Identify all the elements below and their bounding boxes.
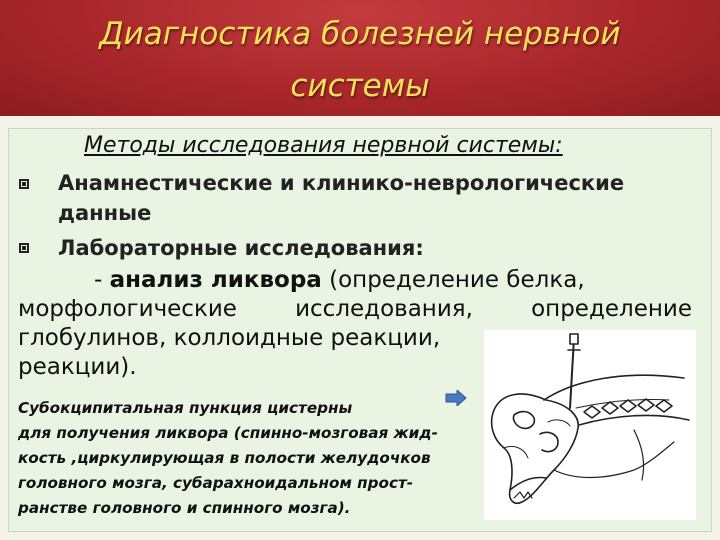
caption-line: Субокципитальная пункция цистерны	[18, 399, 353, 417]
analysis-line2	[18, 295, 692, 324]
caption-line: для получения ликвора (спинно-мозговая жид-	[18, 424, 438, 442]
page-title-line2: системы	[290, 68, 430, 104]
page-title	[40, 8, 680, 112]
analysis-rest-line1: (определение белка,	[321, 267, 585, 293]
bullet-item-anamnesis-line2: данные	[58, 201, 152, 225]
analysis-bold-term: анализ ликвора	[109, 267, 322, 293]
title-banner	[0, 0, 720, 116]
analysis-line3: глобулинов, коллоидные реакции,	[18, 325, 441, 351]
methods-heading: Методы исследования нервной системы:	[84, 133, 563, 158]
analysis-dash: -	[94, 267, 110, 293]
bullet-item-lab-tests: Лабораторные исследования:	[58, 236, 424, 260]
animal-skull-puncture-illustration	[484, 330, 696, 520]
analysis-line1	[18, 266, 692, 295]
bullet-item-anamnesis-line1: Анамнестические и клинико-неврологические	[58, 171, 625, 195]
analysis-word: морфологические	[18, 296, 237, 322]
analysis-line4: реакции).	[18, 354, 137, 380]
analysis-word: определение	[531, 296, 692, 322]
square-bullet-icon	[18, 177, 32, 191]
page-title-line1: Диагностика болезней нервной	[99, 16, 621, 52]
caption-line: ранстве головного и спинного мозга).	[18, 499, 351, 517]
puncture-caption	[18, 396, 498, 521]
analysis-word: исследования,	[295, 296, 473, 322]
square-bullet-icon	[18, 241, 32, 255]
caption-line: кость ,циркулирующая в полости желудочков	[18, 449, 431, 467]
caption-line: головного мозга, субарахноидальном прост-	[18, 474, 414, 492]
